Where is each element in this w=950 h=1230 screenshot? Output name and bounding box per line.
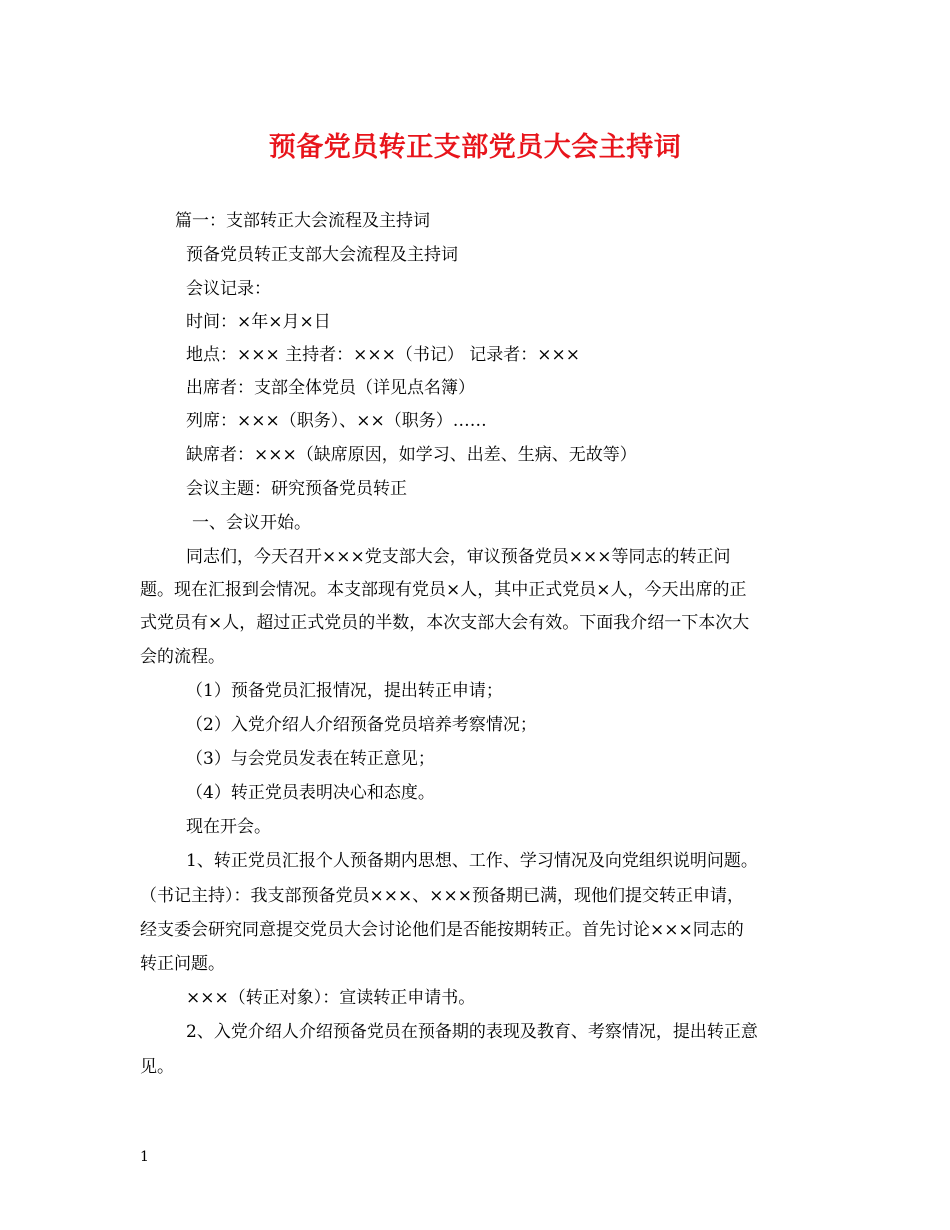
paragraph-line: 同志们，今天召开×××党支部大会，审议预备党员×××等同志的转正问 xyxy=(186,547,731,567)
absentees: 缺席者：×××（缺席原因，如学习、出差、生病、无故等） xyxy=(186,445,637,465)
paragraph-line: 式党员有×人，超过正式党员的半数，本次支部大会有效。下面我介绍一下本次大 xyxy=(140,613,750,633)
attendees: 出席者：支部全体党员（详见点名簿） xyxy=(186,378,475,398)
subtitle: 预备党员转正支部大会流程及主持词 xyxy=(186,245,458,265)
meeting-topic: 会议主题：研究预备党员转正 xyxy=(186,479,407,499)
item-meeting-start: 一、会议开始。 xyxy=(192,513,311,533)
meeting-record-label: 会议记录： xyxy=(186,279,271,299)
agenda-item: （4）转正党员表明决心和态度。 xyxy=(186,783,435,803)
agenda-item: （2）入党介绍人介绍预备党员培养考察情况； xyxy=(186,715,537,735)
paragraph-line: 题。现在汇报到会情况。本支部现有党员×人，其中正式党员×人，今天出席的正 xyxy=(140,580,747,600)
meeting-time: 时间：×年×月×日 xyxy=(186,312,331,332)
paragraph-line: ×××（转正对象）：宣读转正申请书。 xyxy=(186,988,476,1008)
meeting-open: 现在开会。 xyxy=(186,817,271,837)
section-heading: 篇一：支部转正大会流程及主持词 xyxy=(175,211,430,231)
agenda-item: （3）与会党员发表在转正意见； xyxy=(186,749,435,769)
page-number: 1 xyxy=(140,1149,149,1165)
document-title: 预备党员转正支部党员大会主持词 xyxy=(268,132,682,163)
paragraph-line: 会的流程。 xyxy=(140,647,225,667)
paragraph-line: 见。 xyxy=(140,1057,174,1077)
paragraph-line: 经支委会研究同意提交党员大会讨论他们是否能按期转正。首先讨论×××同志的 xyxy=(140,920,744,940)
agenda-item: （1）预备党员汇报情况，提出转正申请； xyxy=(186,681,503,701)
paragraph-line: 转正问题。 xyxy=(140,954,225,974)
meeting-location-host: 地点：××× 主持者：×××（书记） 记录者：××× xyxy=(186,345,581,365)
paragraph-line: 2、入党介绍人介绍预备党员在预备期的表现及教育、考察情况，提出转正意 xyxy=(186,1022,758,1042)
observers: 列席：×××（职务）、××（职务）…… xyxy=(186,411,487,431)
paragraph-line: 1、转正党员汇报个人预备期内思想、工作、学习情况及向党组织说明问题。 xyxy=(186,851,758,871)
paragraph-line: （书记主持）：我支部预备党员×××、×××预备期已满，现他们提交转正申请， xyxy=(140,886,744,906)
